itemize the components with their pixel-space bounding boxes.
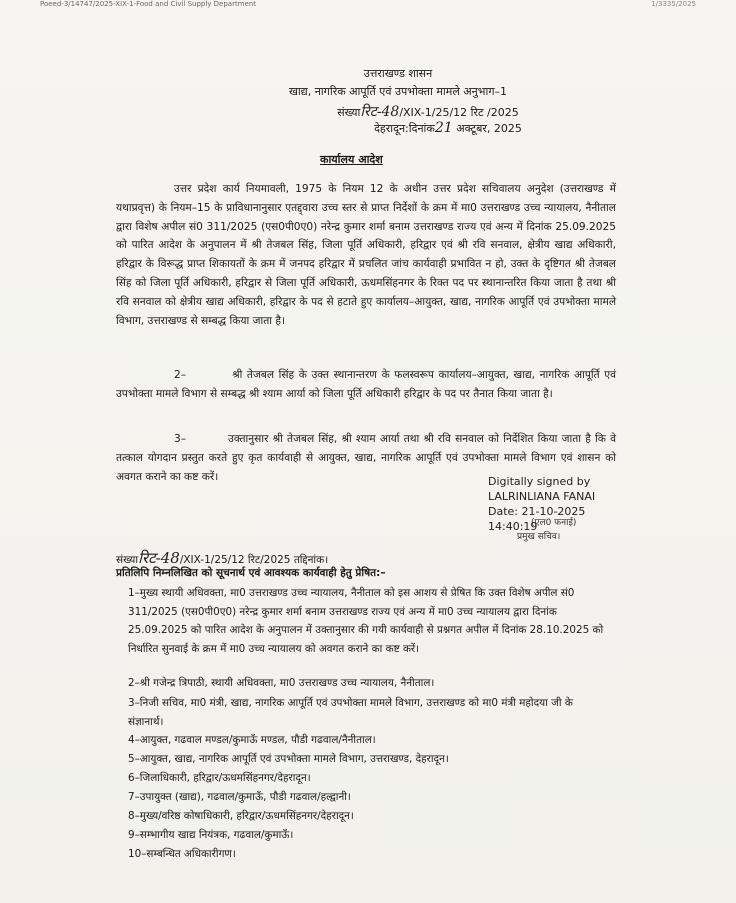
copy-to-heading: प्रतिलिपि निम्नलिखित को सूचनार्थ एवं आवश्यक कार्यवाही हेतु प्रेषित:–	[116, 567, 386, 579]
order-number-suffix: /XIX-1/25/12 रिट /2025	[399, 106, 519, 119]
memo-prefix: संख्या	[116, 554, 139, 566]
signature-date: Date: 21-10-2025	[488, 505, 586, 518]
paragraph-3-text: उक्तानुसार श्री तेजबल सिंह, श्री श्याम आर्या तथा श्री रवि सनवाल को निर्देशित किया जाता है कि वे तत्काल योगदान प्रस्तुत करते हुए कृत कार्यवाही से आयुक्त, खाद्य, नागरिक आपूर्ति एवं उपभोक्ता मामले विभाग एवं शासन को अवगत कराने का कष्ट करें।	[116, 433, 616, 483]
signatory-title: प्रमुख सचिव।	[517, 532, 561, 542]
signature-time: 14:40:19	[488, 520, 538, 533]
signatory-stamp	[503, 516, 576, 544]
cc-item-8: 8–मुख्य/वरिष्ठ कोषाधिकारी, हरिद्वार/ऊधमसिंहनगर/देहरादून।	[128, 810, 354, 822]
signature-name: LALRINLIANA FANAI	[488, 490, 596, 503]
govt-name: उत्तराखण्ड शासन	[363, 67, 433, 80]
cc-item-2: 2–श्री गजेन्द्र त्रिपाठी, स्थायी अधिवक्ता, मा0 उत्तराखण्ड उच्च न्यायालय, नैनीताल।	[128, 677, 435, 689]
cc-item-3: 3–निजी सचिव, मा0 मंत्री, खाद्य, नागरिक आपूर्ति एवं उपभोक्ता मामले विभाग, उत्तराखण्ड को मा0 मंत्री महोदया जी के संज्ञानार्थ।	[128, 697, 573, 728]
signature-line-1: Digitally signed by	[488, 475, 591, 488]
paragraph-2	[116, 366, 616, 404]
memo-handwritten: रिट-48	[138, 549, 180, 567]
date-prefix: देहरादून:दिनांक	[374, 122, 435, 135]
order-number	[60, 102, 736, 121]
cc-item-4: 4–आयुक्त, गढवाल मण्डल/कुमाऊँ मण्डल, पौडी गढवाल/नैनीताल।	[128, 734, 376, 746]
memo-suffix: /XIX-1/25/12 रिट/2025 तद्दिनांक।	[179, 554, 329, 566]
memo-number	[116, 548, 328, 568]
department-name: खाद्य, नागरिक आपूर्ति एवं उपभोक्ता मामले अनुभाग–1	[288, 85, 508, 98]
signatory-name: (एल0 फनाई)	[531, 518, 577, 528]
paragraph-2-number: 2–	[174, 369, 187, 381]
handwritten-number: रिट-48	[360, 104, 400, 120]
handwritten-date: 21	[434, 120, 453, 136]
page-reference: 1/3335/2025	[651, 0, 696, 8]
paragraph-2-text: श्री तेजबल सिंह के उक्त स्थानान्तरण के फलस्वरूप कार्यालय–आयुक्त, खाद्य, नागरिक आपूर्ति एवं उपभोक्ता मामले विभाग से सम्बद्ध श्री श्याम आर्या को जिला पूर्ति अधिकारी हरिद्वार के पद पर तैनात किया जाता है।	[116, 369, 616, 400]
cc-item-7: 7–उपायुक्त (खाद्य), गढवाल/कुमाऊँ, पौडी गढवाल/हल्द्वानी।	[128, 791, 351, 803]
date-suffix: अक्टूबर, 2025	[456, 122, 522, 135]
order-date	[80, 120, 736, 136]
document-title: कार्यालय आदेश	[320, 153, 383, 166]
cc-item-5: 5–आयुक्त, खाद्य, नागरिक आपूर्ति एवं उपभोक्ता मामले विभाग, उत्तराखण्ड, देहरादून।	[128, 753, 449, 765]
cc-item-9: 9–सम्भागीय खाद्य नियंत्रक, गढवाल/कुमाऊँ।	[128, 829, 294, 841]
cc-item-6: 6–जिलाधिकारी, हरिद्वार/ऊधमसिंहनगर/देहरादून।	[128, 772, 311, 784]
paragraph-3-number: 3–	[174, 433, 187, 445]
cc-item-10: 10–सम्बन्धित अधिकारीगण।	[128, 848, 236, 860]
file-reference: Poeed-3/14747/2025-XIX-1-Food and Civil Supply Department	[40, 0, 257, 8]
paragraph-1: उत्तर प्रदेश कार्य नियमावली, 1975 के नियम 12 के अधीन उत्तर प्रदेश सचिवालय अनुदेश (उत्तराखण्ड में यथाप्रवृत्त) के नियम–15 के प्राविधानानुसार एतद्द्वारा उच्च स्तर से प्राप्त निर्देशों के क्रम में मा0 उत्तराखण्ड उच्च न्यायालय, नैनीताल द्वारा विशेष अपील सं0 311/2025 (एस0पी0ए0) नरेन्द्र कुमार शर्मा बनाम उत्तराखण्ड राज्य एवं अन्य में दिनांक 25.09.2025 को पारित आदेश के अनुपालन में श्री तेजबल सिंह, जिला पूर्ति अधिकारी, हरिद्वार एवं श्री रवि सनवाल, क्षेत्रीय खाद्य अधिकारी, हरिद्वार के विरूद्ध प्राप्त शिकायतों के क्रम में जनपद हरिद्वार में प्रचलित जांच कार्यवाही प्रभावित न हो, उक्त के दृष्टिगत श्री तेजबल सिंह को जिला पूर्ति अधिकारी, हरिद्वार से जिला पूर्ति अधिकारी, ऊधमसिंहनगर के रिक्त पद पर स्थानान्तरित किया जाता है तथा श्री रवि सनवाल को क्षेत्रीय खाद्य अधिकारी, हरिद्वार के पद से हटाते हुए कार्यालय–आयुक्त, खाद्य, नागरिक आपूर्ति एवं उपभोक्ता मामले विभाग, उत्तराखण्ड से सम्बद्ध किया जाता है।	[116, 183, 616, 327]
cc-item-1: 1–मुख्य स्थायी अधिवक्ता, मा0 उत्तराखण्ड उच्च न्यायालय, नैनीताल को इस आशय से प्रेषित कि उक्त विशेष अपील सं0 311/2025 (एस0पी0ए0) नरेन्द्र कुमार शर्मा बनाम उत्तराखण्ड राज्य एवं अन्य में मा0 उच्च न्यायालय द्वारा दिनांक 25.09.2025 को पारित आदेश के अनुपालन में उक्तानुसार की गयी कार्यवाही से प्रश्नगत अपील में दिनांक 28.10.2025 को निर्धारित सुनवाई के क्रम में मा0 उच्च न्यायालय को अवगत कराने का कष्ट करें।	[128, 587, 604, 655]
order-number-prefix: संख्या	[337, 106, 361, 119]
